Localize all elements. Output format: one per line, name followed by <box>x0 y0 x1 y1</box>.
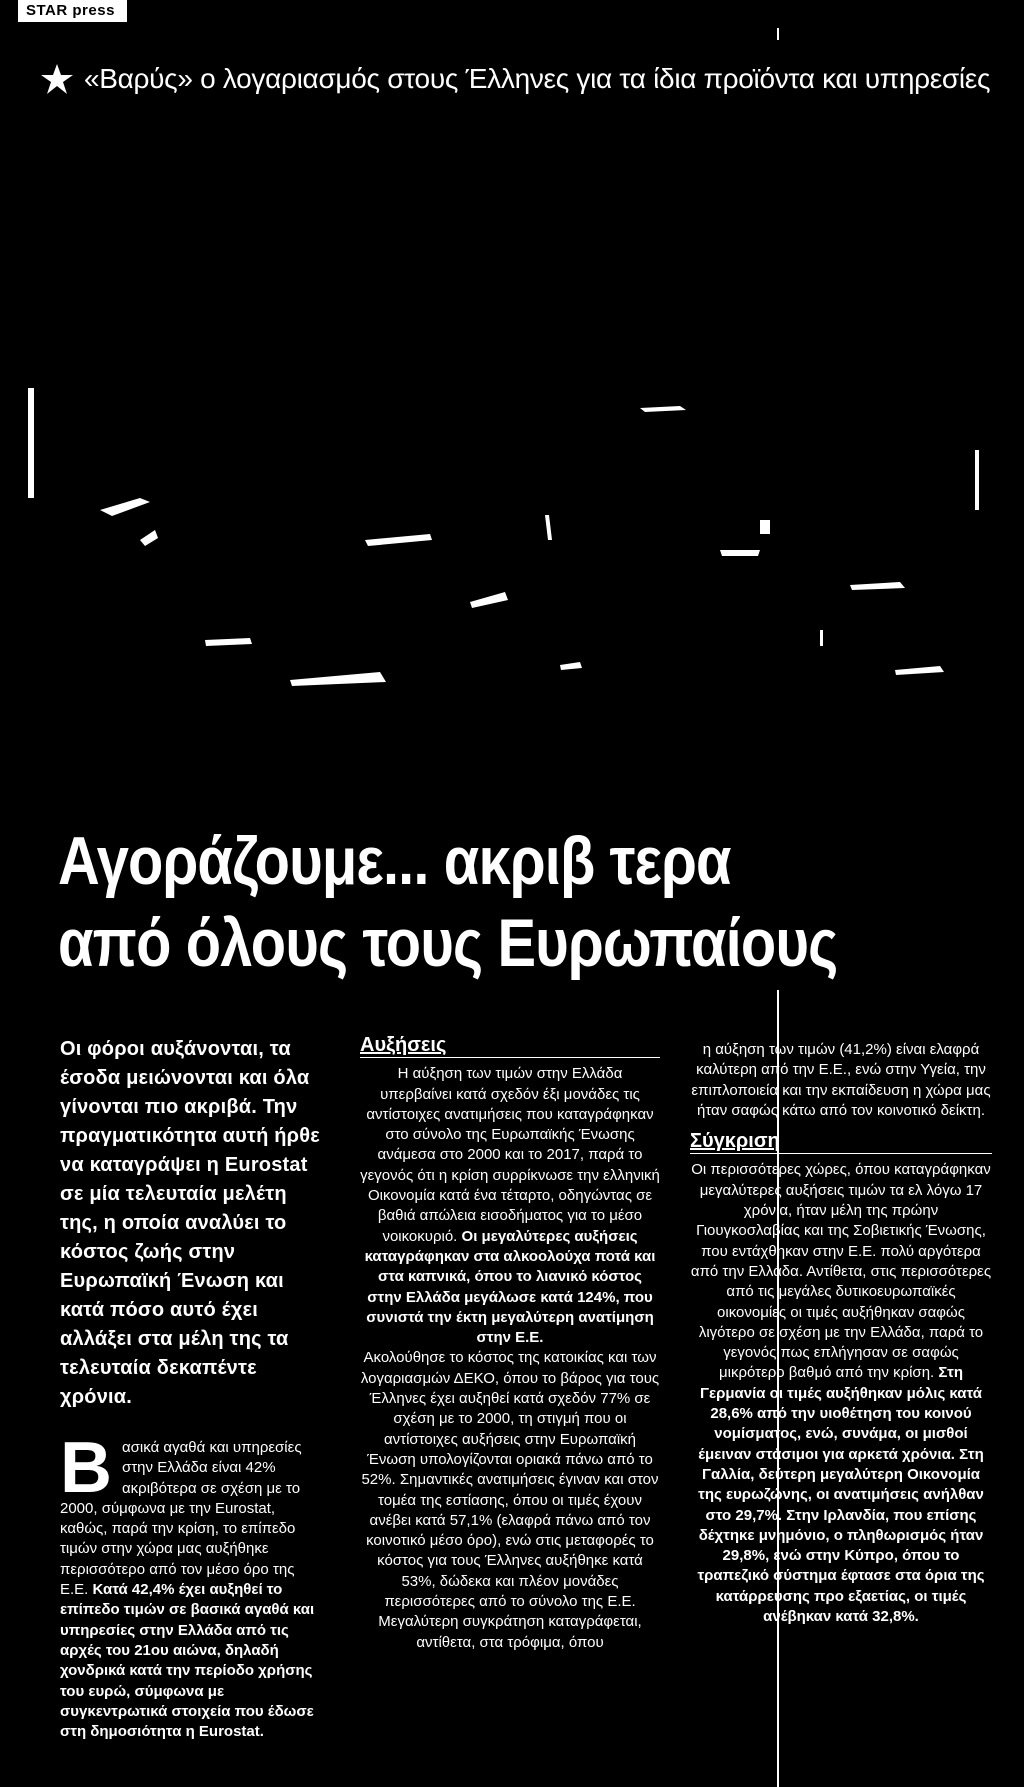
col2-p1-regular: Η αύξηση των τιμών στην Ελλάδα υπερβαίνει κατά σχεδόν έξι μονάδες τις αντίστοιχες ανατιμήσεις που καταγράφηκαν στο σύνολο της Ευρωπαϊκής Ένωσης ανάμεσα στο 2000 και το 2017, παρά το γεγονός ότι η κρίση συρρίκνωσε την ελληνική Οικονομία κατά ένα τέταρτο, οδηγώντας σε βαθιά απώλεια εισοδήματος για το μέσο νοικοκυριό. <box>360 1065 660 1245</box>
col2-p1-bold: Οι μεγαλύτερες αυξήσεις καταγράφηκαν στα αλκοολούχα ποτά και στα καπνικά, όπου το λιανικό κόστος στην Ελλάδα μεγάλωσε κατά 124%, που συνιστά την έκτη μεγαλύτερη ανατίμηση στην Ε.Ε. <box>364 1227 656 1347</box>
drop-cap: Β <box>60 1428 112 1508</box>
kicker-row <box>40 62 990 96</box>
col2-paragraph-3: Μεγαλύτερη συγκράτηση καταγράφεται, αντίθετα, στα τρόφιμα, όπου <box>378 1613 642 1651</box>
column-rule-top <box>777 28 779 40</box>
body-text-bold: Κατά 42,4% έχει αυξηθεί το επίπεδο τιμών σε βασικά αγαθά και υπηρεσίες στην Ελλάδα από τις αρχές του 21ου αιώνα, δηλαδή χονδρικά κατά την περίοδο χρήσης του ευρώ, σύμφωνα με συγκεντρωτικά στοιχεία που έδωσε στη δημοσιότητα η Eurostat. <box>60 1581 315 1741</box>
dark-photo <box>0 370 1024 800</box>
headline <box>58 820 849 984</box>
body-text-regular: ασικά αγαθά και υπηρεσίες στην Ελλάδα είναι 42% ακριβότερα σε σχέση με το 2000, σύμφωνα με την Eurostat, καθώς, παρά την κρίση, το επίπεδο τιμών στην χώρα μας αυξήθηκε περισσότερο από τον μέσο όρο της Ε.Ε. <box>60 1439 302 1599</box>
section-title-comparison: Σύγκριση <box>690 1131 992 1154</box>
col2-paragraph-2: Ακολούθησε το κόστος της κατοικίας και των λογαριασμών ΔΕΚΟ, όπου το βάρος για τους Έλληνες έχει αυξηθεί κατά σχεδόν 77% σε σχέση με το 2000, τη στιγμή που οι αντίστοιχες αυξήσεις στην Ευρωπαϊκή Ένωση υπολογίζονται οριακά πάνω από το 52%. Σημαντικές ανατιμήσεις έγιναν και στον τομέα της εστίασης, όπου οι τιμές έχουν ανέβει κατά 57,1% (ελαφρά πάνω από τον κοινοτικό μέσο όρο), ενώ στις μεταφορές το κόστος για τους Έλληνες αυξήθηκε κατά 53%, δώδεκα και πλέον μονάδες περισσότερες από το σύνολο της Ε.Ε. <box>360 1349 660 1611</box>
col3-paragraph-2 <box>690 1160 992 1627</box>
body-paragraph-1 <box>60 1428 325 1742</box>
section-title-increases: Αυξήσεις <box>360 1035 660 1058</box>
column-2 <box>360 1035 660 1653</box>
lead-paragraph: Οι φόροι αυξάνονται, τα έσοδα μειώνονται και όλα γίνονται πιο ακριβά. Την πραγματικότητα αυτή ήρθε να καταγράψει η Eurostat σε μία τελευταία μελέτη της, η οποία αναλύει το κόστος ζωής στην Ευρωπαϊκή Ένωση και κατά πόσο αυτό έχει αλλάξει στα μέλη της τα τελευταία δεκαπέντε χρόνια. <box>60 1038 320 1408</box>
publication-badge: STAR press <box>18 0 127 22</box>
column-3 <box>690 1040 992 1627</box>
headline-line-1: Αγοράζουμε... ακριβ τερα <box>58 823 731 899</box>
col3-p2-bold: Στη Γερμανία οι τιμές αυξήθηκαν μόλις κατά 28,6% από την υιοθέτηση του κοινού νομίσματος, ενώ, συνάμα, οι μισθοί έμειναν στάσιμοι για αρκετά χρόνια. Στη Γαλλία, δεύτερη μεγαλύτερη Οικονομία της ευρωζώνης, οι ανατιμήσεις ανήλθαν στο 29,7%. Στην Ιρλανδία, που επίσης δέχτηκε μνημόνιο, ο πληθωρισμός ήταν 29,8%, ενώ στην Κύπρο, όπου το τραπεζικό σύστημα έφτασε στα όρια της κατάρρευσης προ εξαετίας, οι τιμές ανέβηκαν κατά 32,8%. <box>697 1364 985 1626</box>
headline-line-2: από όλους τους Ευρωπαίους <box>58 905 838 981</box>
star-icon <box>40 62 74 96</box>
kicker-text: «Βαρύς» ο λογαριασμός στους Έλληνες για τα ίδια προϊόντα και υπηρεσίες <box>84 63 991 94</box>
col2-paragraph-1 <box>360 1064 660 1348</box>
col3-p2-regular: Οι περισσότερες χώρες, όπου καταγράφηκαν μεγαλύτερες αυξήσεις τιμών τα ελ λόγω 17 χρόνια, ήταν μέλη της πρώην Γιουγκοσλαβίας και της Σοβιετικής Ένωσης, που εντάχθηκαν στην Ε.Ε. πολύ αργότερα από την Ελλάδα. Αντίθετα, στις περισσότερες από τις μεγάλες δυτικοευρωπαϊκές οικονομίες οι τιμές αυξήθηκαν σαφώς λιγότερο σε σχέση με την Ελλάδα, παρά το γεγονός πως επλήγησαν σε σαφώς μικρότερο βαθμό από την κρίση. <box>690 1161 992 1382</box>
col3-paragraph-1: η αύξηση των τιμών (41,2%) είναι ελαφρά καλύτερη από την Ε.Ε., ενώ στην Υγεία, την επιπλοποιεία και την εκπαίδευση η χώρα μας ήταν σαφώς κάτω από τον κοινοτικό δείκτη. <box>691 1041 991 1119</box>
column-1 <box>60 1035 325 1742</box>
